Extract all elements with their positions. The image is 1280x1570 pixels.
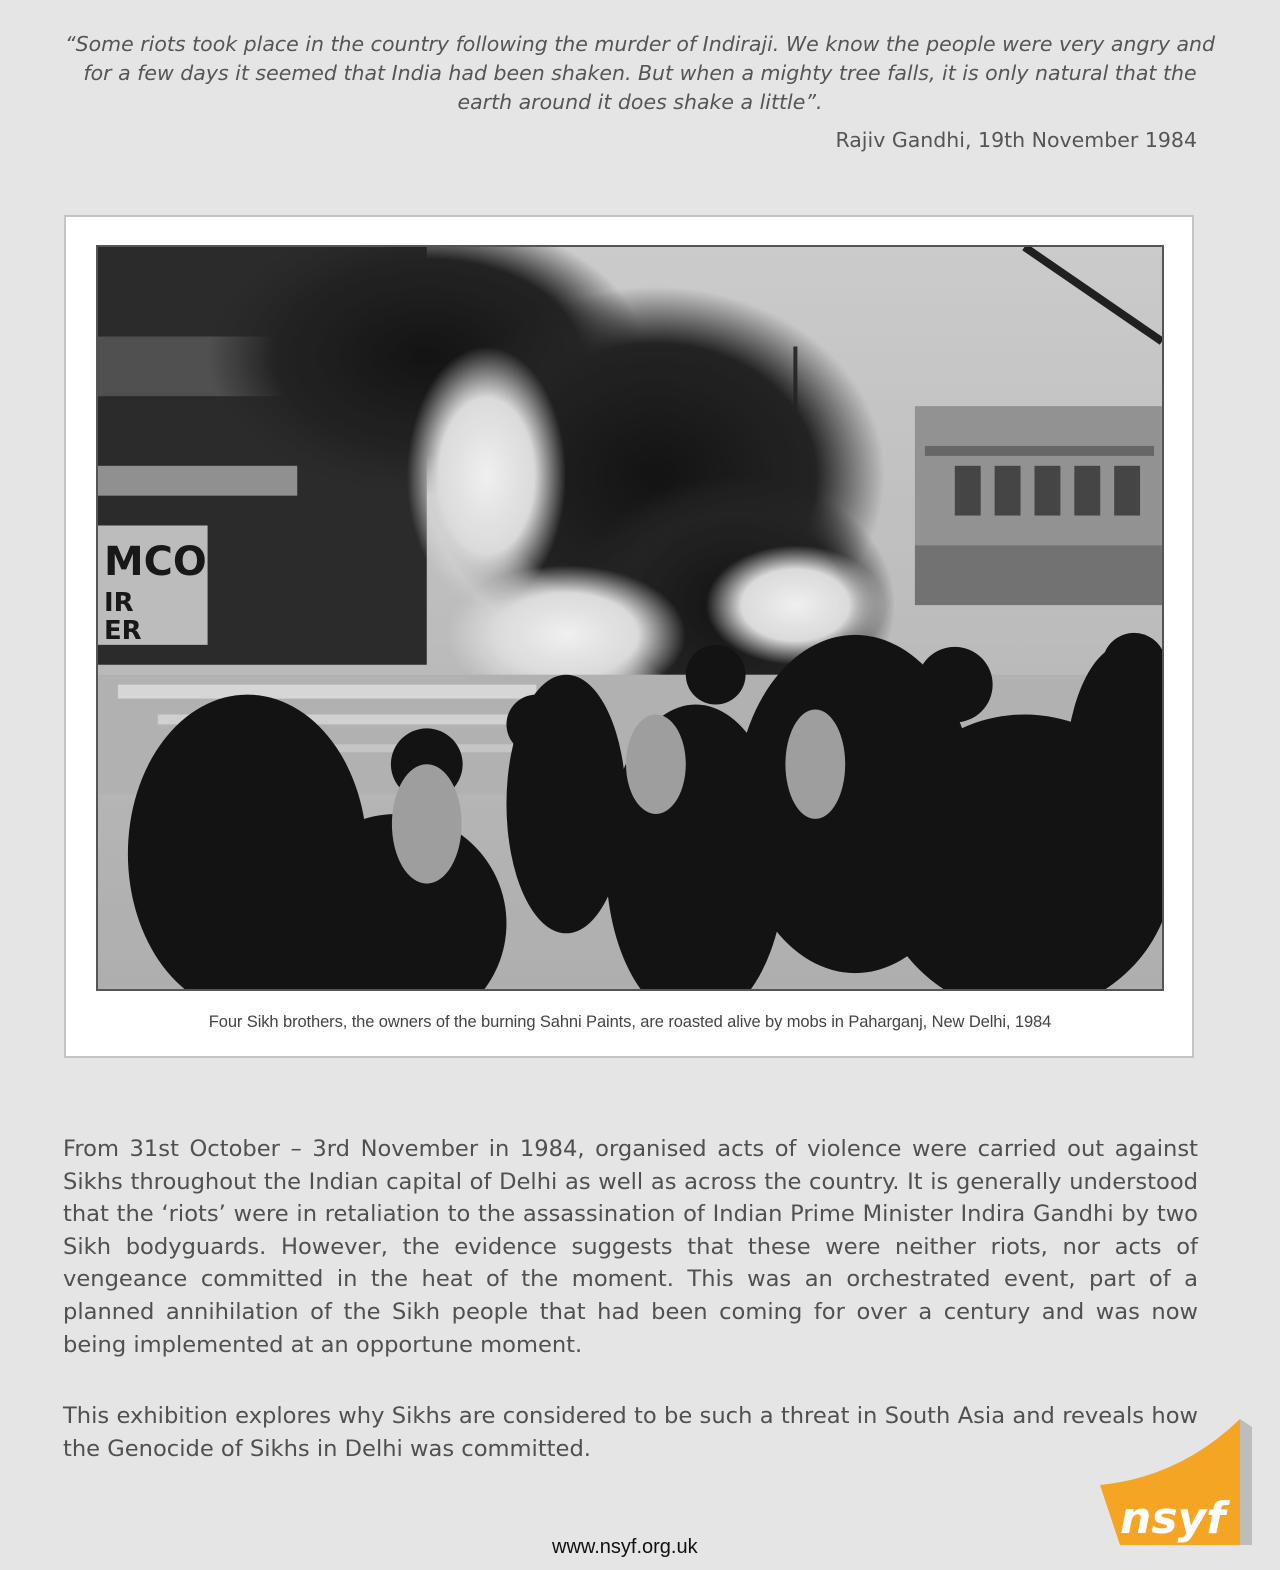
quote-text: “Some riots took place in the country following the murder of Indiraji. We know the people were very angry and for a few days it seemed that India had been shaken. But when a mighty tree falls, it is only natural that the earth around it does shake a little”. [64,32,1216,114]
shop-sign-text-3: ER [103,615,142,646]
nsyf-logo [1100,1415,1258,1545]
body-paragraph-1: From 31st October – 3rd November in 1984, organised acts of violence were carried out against Sikhs throughout the Indian capital of Delhi as well as across the country. It is generally understood that the ‘riots’ were in retaliation to the assassination of Indian Prime Minister Indira Gandhi by two Sikh bodyguards. However, the evidence suggests that these were neither riots, nor acts of vengeance committed in the heat of the moment. This was an orchestrated event, part of a planned annihilation of the Sikh people that had been coming for over a century and was now being implemented at an opportune moment. [63,1136,1198,1358]
logo-text: nsyf [1120,1493,1226,1544]
photo-illustration [98,247,1162,989]
shop-sign-text: MCO [103,539,207,586]
photo-caption: Four Sikh brothers, the owners of the burning Sahni Paints, are roasted alive by mobs in Paharganj, New Delhi, 1984 [208,1013,1052,1031]
quote-attribution: Rajiv Gandhi, 19th November 1984 [835,128,1197,152]
photo-frame [64,215,1194,1058]
body-paragraph-2: This exhibition explores why Sikhs are considered to be such a threat in South Asia and reveals how the Genocide of Sikhs in Delhi was committed. [63,1403,1198,1462]
website-url[interactable]: www.nsyf.org.uk [552,1536,698,1558]
shop-sign-text-2: IR [103,588,134,619]
riot-photograph [96,245,1164,991]
